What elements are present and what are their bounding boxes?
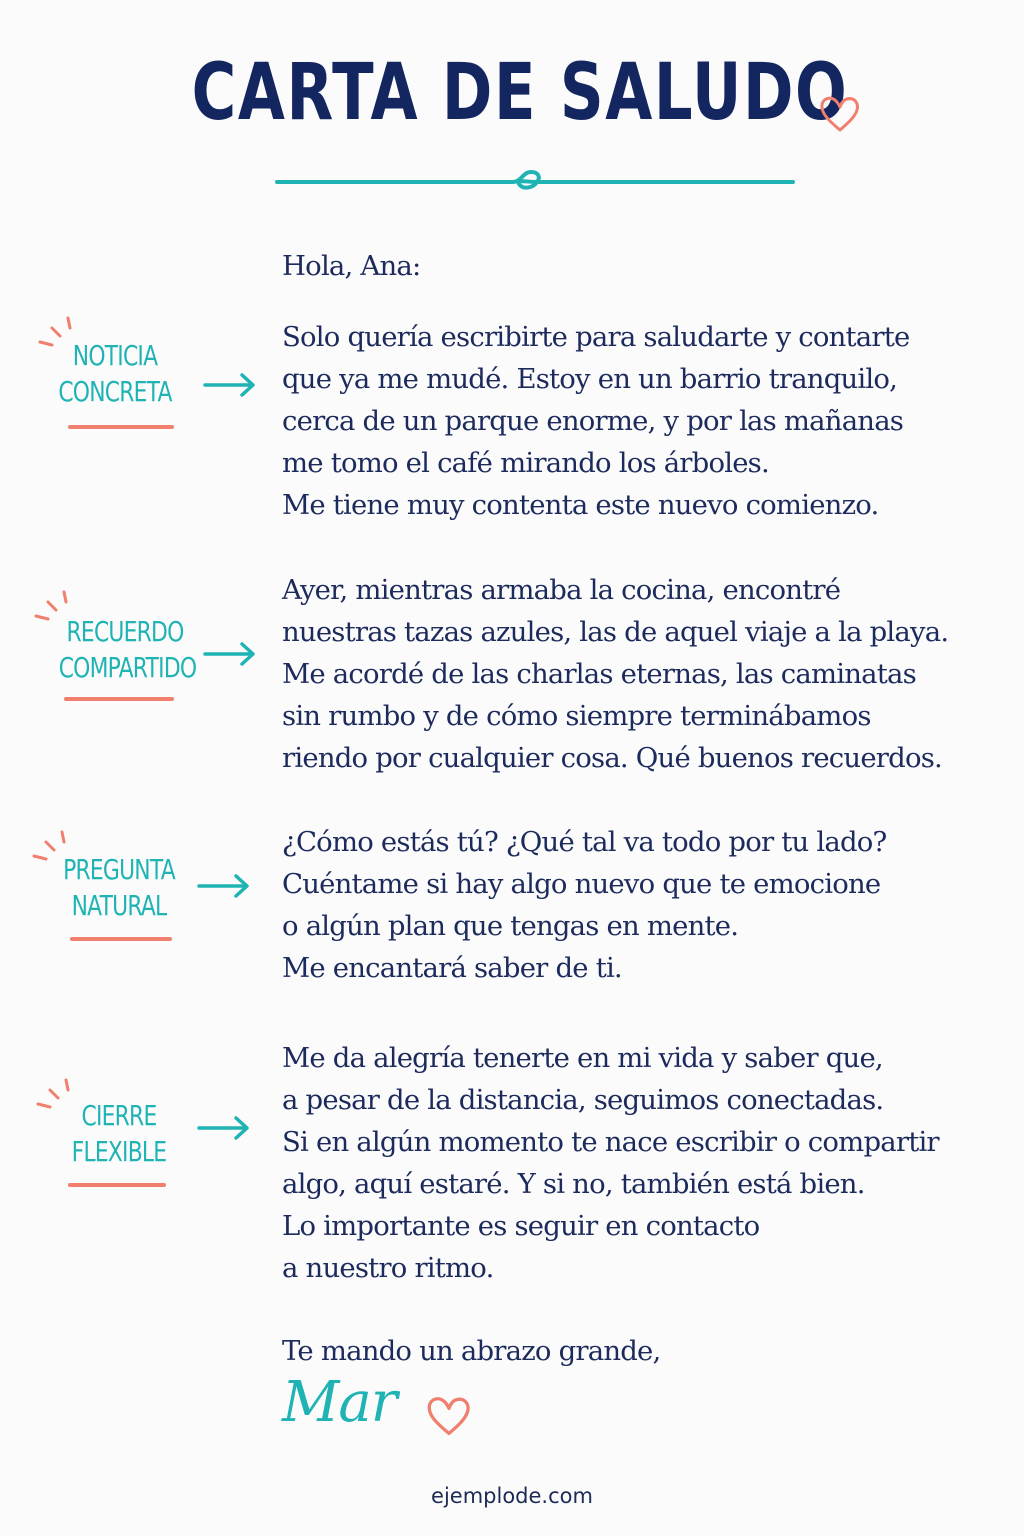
annotation-line: CONCRETA bbox=[58, 375, 172, 408]
annotation-line: PREGUNTA bbox=[63, 853, 175, 886]
annotation-line: COMPARTIDO bbox=[58, 651, 197, 684]
annotation-line: RECUERDO bbox=[66, 615, 184, 648]
arrow-right-icon bbox=[202, 640, 258, 668]
page-title: CARTA DE SALUDO bbox=[191, 48, 849, 138]
heart-icon bbox=[424, 1392, 474, 1440]
paragraph-line: Si en algún momento te nace escribir o compartir bbox=[282, 1126, 939, 1158]
paragraph-line: Lo importante es seguir en contacto bbox=[282, 1210, 760, 1242]
paragraph-line: ¿Cómo estás tú? ¿Qué tal va todo por tu lado? bbox=[282, 826, 887, 858]
title-underline-ornament bbox=[275, 162, 795, 202]
paragraph-line: a pesar de la distancia, seguimos conectadas. bbox=[282, 1084, 884, 1116]
footer-source: ejemplode.com bbox=[431, 1484, 593, 1508]
arrow-right-icon bbox=[196, 872, 252, 900]
paragraph-line: Solo quería escribirte para saludarte y contarte bbox=[282, 321, 910, 353]
annotation-underline bbox=[68, 425, 174, 429]
letter-closing: Te mando un abrazo grande, bbox=[282, 1335, 661, 1367]
paragraph-line: Cuéntame si hay algo nuevo que te emocione bbox=[282, 868, 881, 900]
annotation-underline bbox=[64, 697, 174, 701]
paragraph-line: que ya me mudé. Estoy en un barrio tranquilo, bbox=[282, 363, 898, 395]
paragraph-line: me tomo el café mirando los árboles. bbox=[282, 447, 769, 479]
letter-paragraph bbox=[282, 316, 909, 526]
letter-paragraph bbox=[282, 569, 948, 779]
letter-greeting: Hola, Ana: bbox=[282, 250, 421, 282]
paragraph-line: riendo por cualquier cosa. Qué buenos recuerdos. bbox=[282, 742, 942, 774]
paragraph-line: cerca de un parque enorme, y por las mañanas bbox=[282, 405, 904, 437]
paragraph-line: nuestras tazas azules, las de aquel viaje a la playa. bbox=[282, 616, 949, 648]
paragraph-line: Me acordé de las charlas eternas, las caminatas bbox=[282, 658, 916, 690]
paragraph-line: Ayer, mientras armaba la cocina, encontré bbox=[282, 574, 841, 606]
signature: Mar bbox=[282, 1370, 397, 1435]
paragraph-line: o algún plan que tengas en mente. bbox=[282, 910, 739, 942]
paragraph-line: sin rumbo y de cómo siempre terminábamos bbox=[282, 700, 871, 732]
annotation-label bbox=[44, 852, 194, 924]
letter-paragraph bbox=[282, 821, 886, 989]
paragraph-line: Me tiene muy contenta este nuevo comienzo. bbox=[282, 489, 879, 521]
heart-icon bbox=[818, 92, 862, 136]
annotation-line: CIERRE bbox=[81, 1099, 157, 1132]
annotation-line: FLEXIBLE bbox=[71, 1135, 167, 1168]
paragraph-line: algo, aquí estaré. Y si no, también está bien. bbox=[282, 1168, 865, 1200]
annotation-line: NOTICIA bbox=[72, 339, 158, 372]
annotation-label bbox=[44, 1098, 194, 1170]
annotation-label bbox=[40, 338, 190, 410]
paragraph-line: Me da alegría tenerte en mi vida y saber que, bbox=[282, 1042, 883, 1074]
arrow-right-icon bbox=[202, 371, 258, 399]
annotation-underline bbox=[70, 937, 172, 941]
arrow-right-icon bbox=[196, 1114, 252, 1142]
annotation-underline bbox=[68, 1183, 166, 1187]
paragraph-line: a nuestro ritmo. bbox=[282, 1252, 494, 1284]
annotation-label bbox=[40, 614, 210, 686]
annotation-line: NATURAL bbox=[71, 889, 167, 922]
letter-paragraph bbox=[282, 1037, 939, 1289]
paragraph-line: Me encantará saber de ti. bbox=[282, 952, 622, 984]
